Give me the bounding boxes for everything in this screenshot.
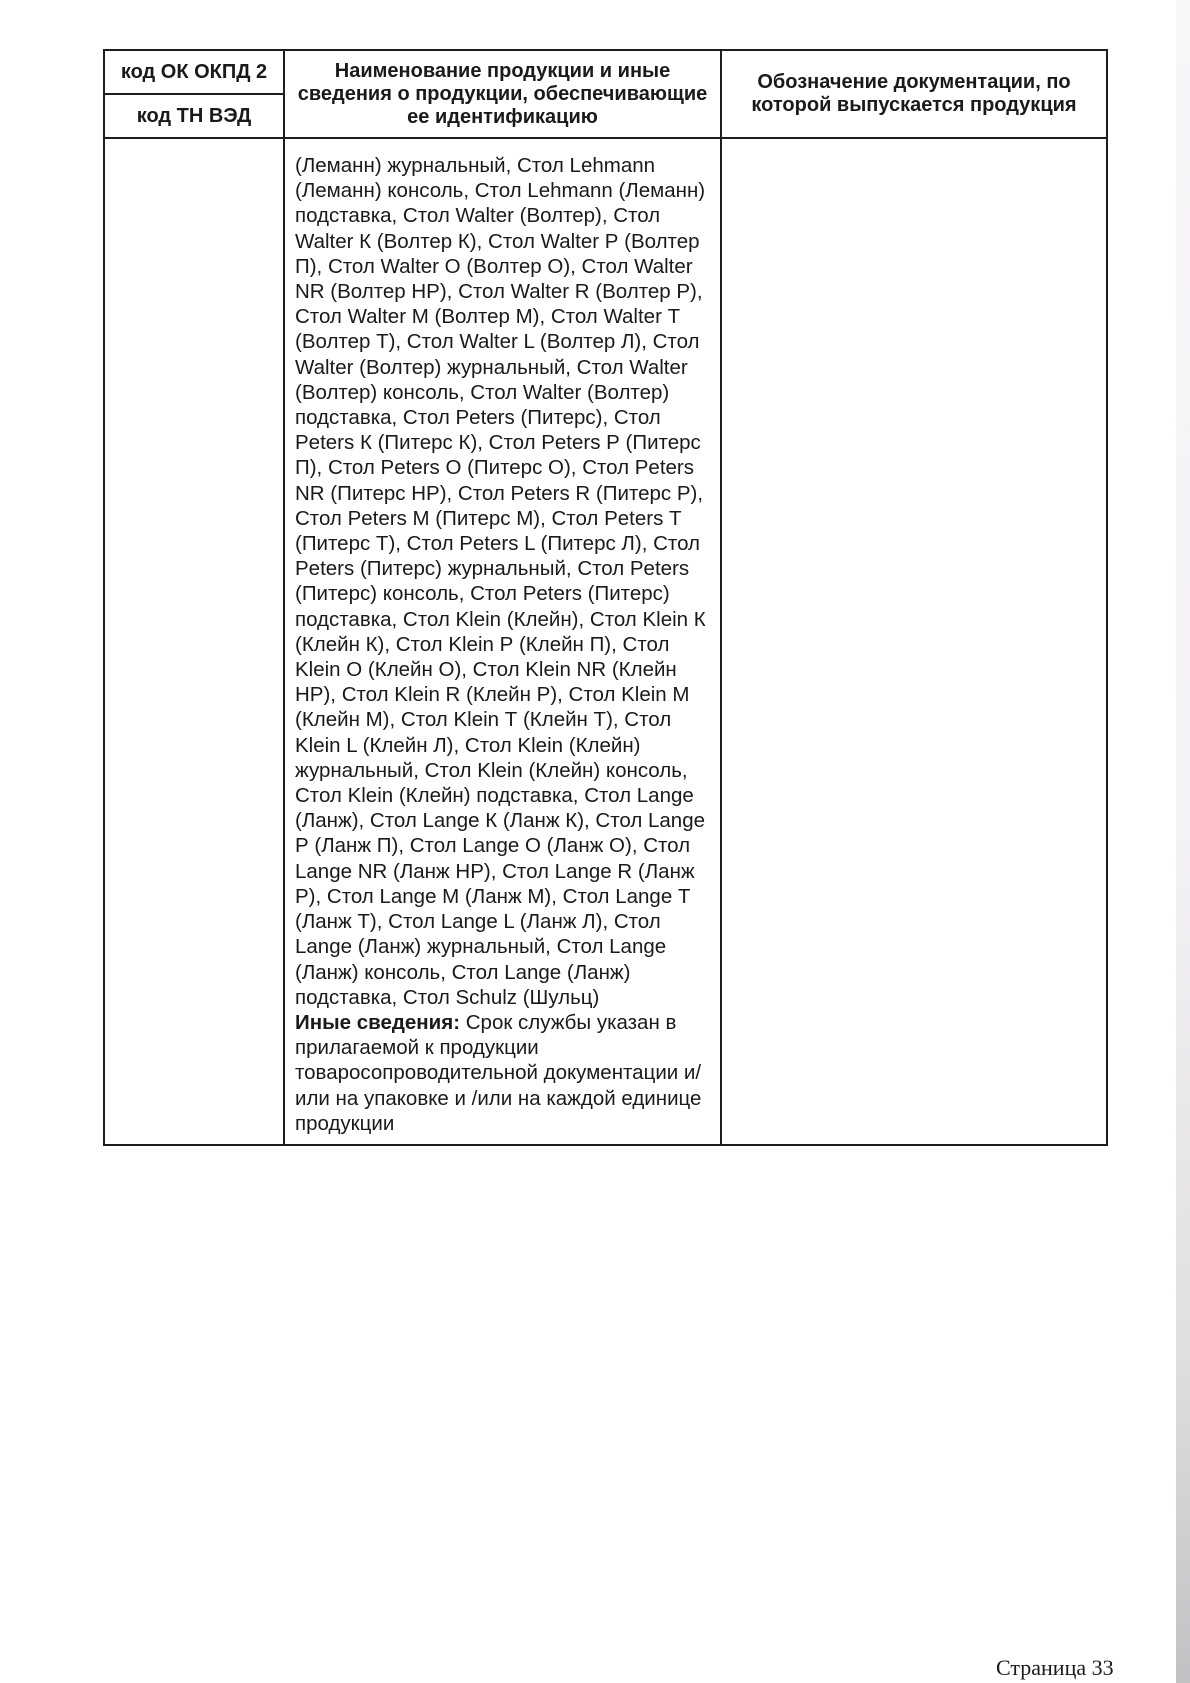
product-spec-table <box>103 49 1108 1146</box>
table-header-row <box>104 50 1107 94</box>
header-product-name-label: Наименование продукции и иные сведения о продукции, обеспечивающие ее идентификацию <box>297 59 708 128</box>
header-documentation-label: Обозначение документации, по которой выпускается продукция <box>751 71 1077 116</box>
product-list-text: (Леманн) журнальный, Стол Lehmann (Леманн) консоль, Стол Lehmann (Леманн) подставка, Стол Walter (Волтер), Стол Walter К (Волтер К), Стол Walter Р (Волтер П), Стол Walter О (Волтер О), Стол Walter NR (Волтер НР), Стол Walter R (Волтер Р), Стол Walter М (Волтер М), Стол Walter Т (Волтер Т), Стол Walter L (Волтер Л), Стол Walter (Волтер) журнальный, Стол Walter (Волтер) консоль, Стол Walter (Волтер) подставка, Стол Peters (Питерс), Стол Peters К (Питерс К), Стол Peters Р (Питерс П), Стол Peters О (Питерс О), Стол Peters NR (Питерс НР), Стол Peters R (Питерс Р), Стол Peters М (Питерс М), Стол Peters Т (Питерс Т), Стол Peters L (Питерс Л), Стол Peters (Питерс) журнальный, Стол Peters (Питерс) консоль, Стол Peters (Питерс) подставка, Стол Klein (Клейн), Стол Klein К (Клейн К), Стол Klein Р (Клейн П), Стол Klein О (Клейн О), Стол Klein NR (Клейн НР), Стол Klein R (Клейн Р), Стол Klein М (Клейн М), Стол Klein Т (Клейн Т), Стол Klein L (Клейн Л), Стол Klein (Клейн) журнальный, Стол Klein (Клейн) консоль, Стол Klein (Клейн) подставка, Стол Lange (Ланж), Стол Lange К (Ланж К), Стол Lange Р (Ланж П), Стол Lange О (Ланж О), Стол Lange NR (Ланж НР), Стол Lange R (Ланж Р), Стол Lange М (Ланж М), Стол Lange Т (Ланж Т), Стол Lange L (Ланж Л), Стол Lange (Ланж) журнальный, Стол Lange (Ланж) консоль, Стол Lange (Ланж) подставка, Стол Schulz (Шульц) <box>295 154 706 1009</box>
header-code-okpd <box>104 50 284 94</box>
header-code-tnved-label: код ТН ВЭД <box>136 104 252 127</box>
cell-product-description <box>284 138 721 1145</box>
scan-page-edge <box>1176 0 1190 1683</box>
header-code-okpd-label: код ОК ОКПД 2 <box>120 60 268 83</box>
cell-documentation <box>721 138 1107 1145</box>
other-info-text: Срок службы указан в прилагаемой к продукции товаросопроводительной документации и/или на упаковке и /или на каждой единице продукции <box>295 1010 702 1135</box>
table-row <box>104 138 1107 1145</box>
header-product-name <box>284 50 721 138</box>
page-number: Страница 33 <box>996 1655 1114 1680</box>
header-code-tnved <box>104 94 284 138</box>
other-info-label: Иные сведения: <box>295 1010 461 1034</box>
cell-code <box>104 138 284 1145</box>
header-documentation <box>721 50 1107 138</box>
